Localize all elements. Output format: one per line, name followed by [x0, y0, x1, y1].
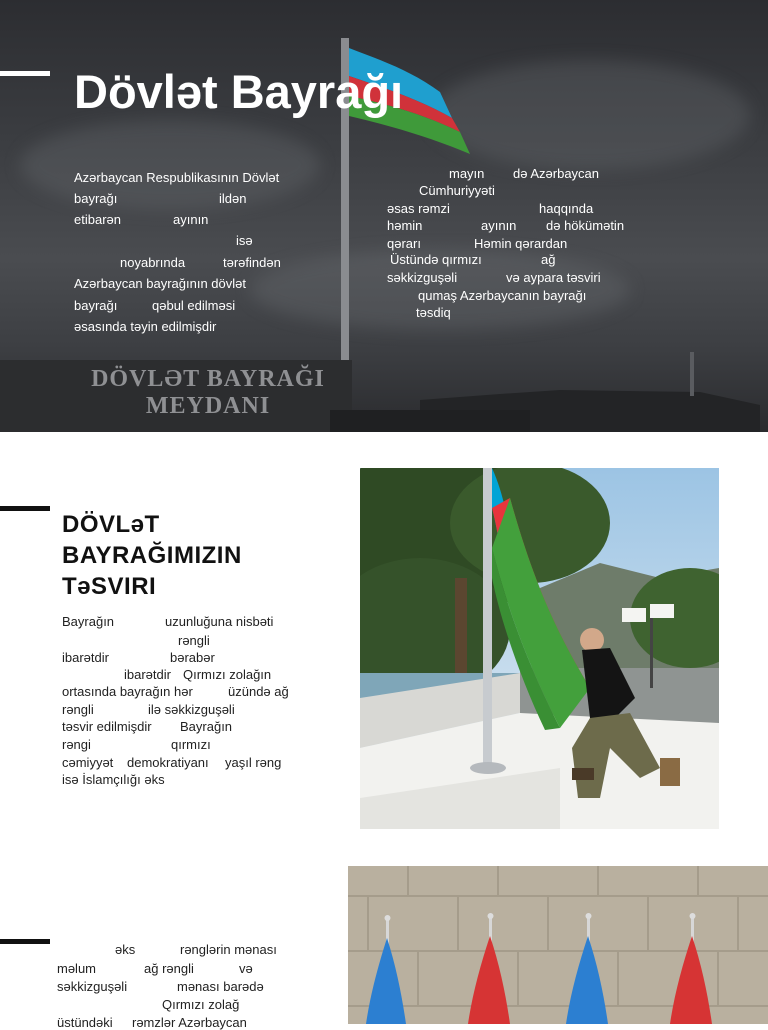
- text-fragment: səkkizguşəli: [387, 270, 458, 285]
- hero-accent-rule: [0, 71, 50, 76]
- text-fragment: mayın: [449, 166, 485, 181]
- text-fragment: rəmzlər Azərbaycan: [132, 1015, 247, 1030]
- text-fragment: ilə səkkizguşəli: [148, 702, 235, 717]
- text-fragment: məlum: [57, 961, 97, 976]
- text-fragment: bərabər: [170, 650, 215, 665]
- text-fragment: ağ: [541, 252, 556, 267]
- page-title: Dövlət Bayrağı: [74, 65, 404, 118]
- text-fragment: qumaş Azərbaycanın bayrağı: [418, 288, 587, 303]
- flag-ceremony-photo: [360, 468, 719, 829]
- photo-illustration: [348, 866, 768, 1024]
- text-fragment: əks: [115, 942, 136, 957]
- text-fragment: uzunluğuna nisbəti: [165, 614, 274, 629]
- text-fragment: rəngi: [62, 737, 91, 752]
- monument-line: MEYDANI: [145, 393, 271, 419]
- text-fragment: Həmin qərardan: [474, 236, 568, 251]
- text-fragment: ayının: [173, 212, 209, 227]
- text-fragment: rənglərin mənası: [180, 942, 277, 957]
- text-fragment: Qırmızı zolağın: [183, 667, 272, 682]
- text-fragment: həmin: [387, 218, 423, 233]
- text-fragment: bayrağı: [74, 191, 118, 206]
- text-fragment: Cümhuriyyəti: [419, 183, 495, 198]
- text-fragment: cəmiyyət: [62, 755, 114, 770]
- text-fragment: demokratiyanı: [127, 755, 209, 770]
- text-fragment: və: [239, 961, 253, 976]
- text-fragment: təsdiq: [416, 305, 451, 320]
- text-fragment: Qırmızı zolağ: [162, 997, 240, 1012]
- text-fragment: Bayrağın: [180, 719, 233, 734]
- text-fragment: ibarətdir: [124, 667, 171, 682]
- text-fragment: noyabrında: [120, 255, 186, 270]
- building-middle: [330, 410, 530, 432]
- text-fragment: Azərbaycan Respublikasının Dövlət: [74, 170, 280, 185]
- hero-banner: [0, 0, 768, 432]
- text-fragment: ibarətdir: [62, 650, 109, 665]
- monument-line: DÖVLƏT BAYRAĞI: [91, 366, 325, 392]
- text-fragment: üzündə ağ: [228, 684, 289, 699]
- text-fragment: haqqında: [539, 201, 594, 216]
- text-fragment: və aypara təsviri: [506, 270, 601, 285]
- text-fragment: Azərbaycan bayrağının dövlət: [74, 276, 246, 291]
- text-fragment: bayrağı: [74, 298, 118, 313]
- text-fragment: ayının: [481, 218, 517, 233]
- flags-wall-photo: [348, 866, 768, 1024]
- heading-line: DÖVLəT: [62, 511, 160, 538]
- text-fragment: rəngli: [62, 702, 94, 717]
- text-fragment: ortasında bayrağın hər: [62, 684, 193, 699]
- text-fragment: Bayrağın: [62, 614, 115, 629]
- text-fragment: qərarı: [387, 236, 421, 251]
- text-fragment: də hökümətin: [546, 218, 625, 233]
- text-fragment: səkkizguşəli: [57, 979, 128, 994]
- heading-line: BAYRAĞIMIZIN: [62, 542, 242, 569]
- monument-lettering: [78, 366, 338, 420]
- text-fragment: əsas rəmzi: [387, 201, 450, 216]
- photo-illustration: [360, 468, 719, 829]
- text-fragment: qəbul edilməsi: [152, 298, 236, 313]
- text-fragment: ağ rəngli: [144, 961, 194, 976]
- text-fragment: əsasında təyin edilmişdir: [74, 319, 217, 334]
- text-fragment: rəngli: [178, 633, 210, 648]
- text-fragment: isə: [236, 233, 253, 248]
- text-fragment: etibarən: [74, 212, 121, 227]
- text-fragment: təsvir edilmişdir: [62, 719, 152, 734]
- text-fragment: qırmızı: [171, 737, 211, 752]
- section-accent-rule: [0, 506, 50, 511]
- text-fragment: üstündəki: [57, 1015, 113, 1030]
- text-fragment: yaşıl rəng: [225, 755, 282, 770]
- text-fragment: Üstündə qırmızı: [390, 252, 482, 267]
- text-fragment: isə İslamçılığı əks: [62, 772, 165, 787]
- text-fragment: də Azərbaycan: [513, 166, 600, 181]
- text-fragment: tərəfindən: [223, 255, 281, 270]
- antenna: [690, 352, 694, 396]
- section-accent-rule: [0, 939, 50, 944]
- heading-line: TəSVIRI: [62, 573, 157, 600]
- text-fragment: mənası barədə: [177, 979, 264, 994]
- text-fragment: ildən: [219, 191, 247, 206]
- section-heading: [62, 509, 242, 602]
